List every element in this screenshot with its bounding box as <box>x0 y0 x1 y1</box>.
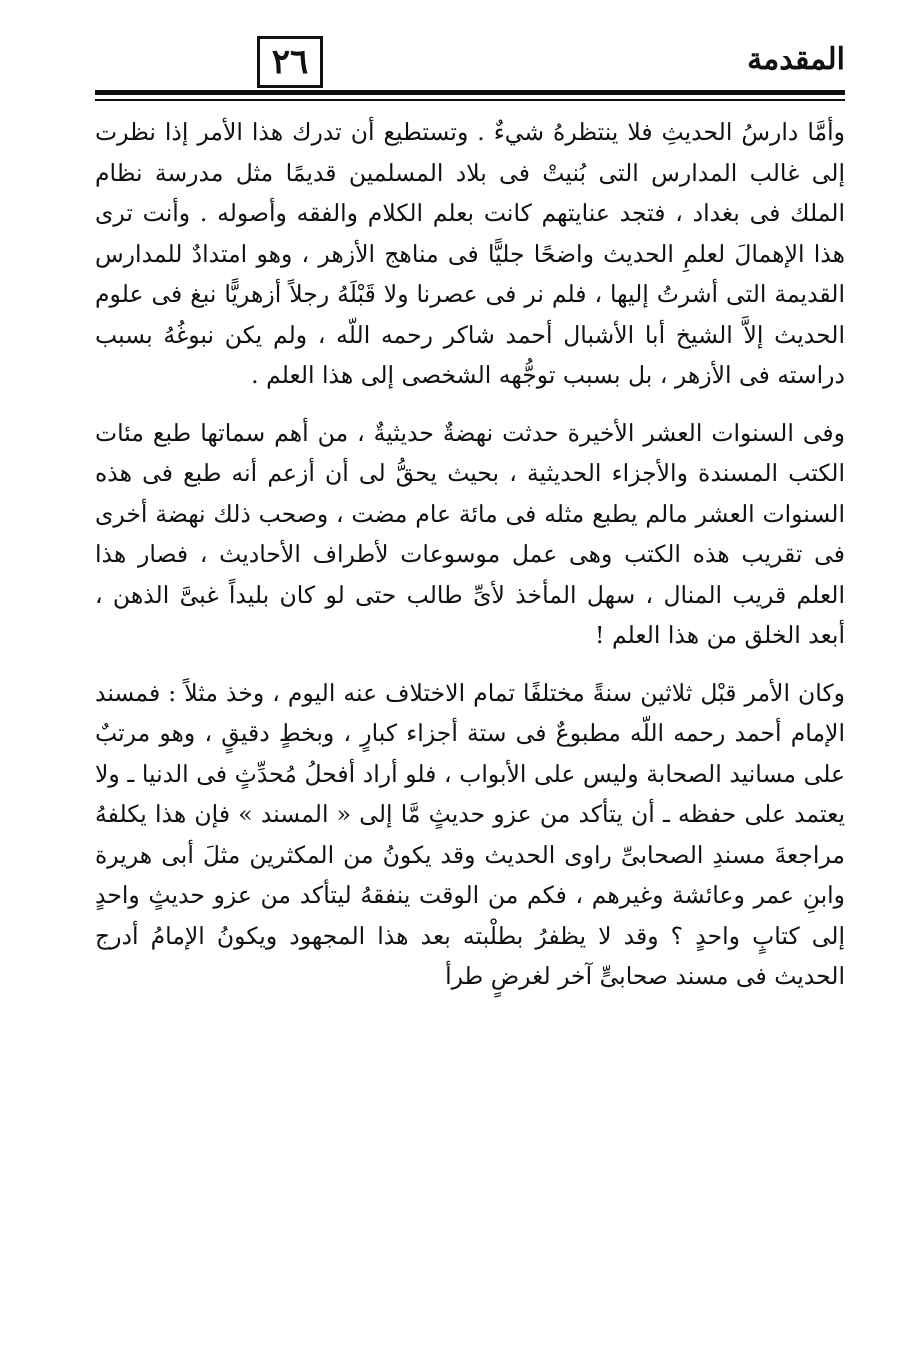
header-rule-thin <box>95 99 845 101</box>
paragraph-3: وكان الأمر قبْل ثلاثين سنةً مختلفًا تمام الاختلاف عنه اليوم ، وخذ مثلاً : فمسند الإمام أحمد رحمه اللّه مطبوعٌ فى ستة أجزاء كبارٍ ، وبخطٍ دقيقٍ ، وهو مرتبٌ على مسانيد الصحابة وليس على الأبواب ، فلو أراد أفحلُ مُحدِّثٍ فى الدنيا ـ ولا يعتمد على حفظه ـ أن يتأكد من عزو حديثٍ مَّا إلى « المسند » فإن هذا يكلفهُ مراجعةَ مسندِ الصحابىِّ راوى الحديث وقد يكونُ من المكثرين مثلَ أبى هريرة وابنِ عمر وعائشة وغيرهم ، فكم من الوقت ينفقهُ ليتأكد من عزو حديثٍ واحدٍ إلى كتابٍ واحدٍ ؟ وقد لا يظفرُ بطلْبته بعد هذا المجهود ويكونُ الإمامُ أدرج الحديث فى مسند صحابىٍّ آخر لغرضٍ طرأ <box>95 678 845 990</box>
page-header <box>95 30 845 100</box>
body-text <box>95 112 845 997</box>
header-rule-thick <box>95 90 845 95</box>
chapter-title: المقدمة <box>747 42 845 77</box>
paragraph-2: وفى السنوات العشر الأخيرة حدثت نهضةٌ حديثيةٌ ، من أهم سماتها طبع مئات الكتب المسندة والأجزاء الحديثية ، بحيث يحقُّ لى أن أزعم أنه طبع فى هذه السنوات العشر مالم يطبع مثله فى مائة عام مضت ، وصحب ذلك نهضة أخرى فى تقريب هذه الكتب وهى عمل موسوعات لأطراف الأحاديث ، فصار هذا العلم قريب المنال ، سهل المأخذ لأىِّ طالب حتى لو كان بليداً غبىَّ الذهن ، أبعد الخلق من هذا العلم ! <box>95 418 845 649</box>
page-number-box: ٢٦ <box>257 36 323 88</box>
paragraph-1: وأمَّا دارسُ الحديثِ فلا ينتظرهُ شيءٌ . وتستطيع أن تدرك هذا الأمر إذا نظرت إلى غالب المدارس التى بُنيتْ فى بلاد المسلمين قديمًا مثل مدرسة نظام الملك فى بغداد ، فتجد عنايتهم كانت بعلم الكلام والفقه وأصوله . وأنت ترى هذا الإهمالَ لعلمِ الحديث واضحًا جليًّا فى مناهج الأزهر ، وهو امتدادٌ للمدارس القديمة التى أشرتُ إليها ، فلم نر فى عصرنا ولا قَبْلَهُ رجلاً أزهريًّا نبغ فى علوم الحديث إلاَّ الشيخ أبا الأشبال أحمد شاكر رحمه اللّه ، ولم يكن نبوغُهُ بسبب دراسته فى الأزهر ، بل بسبب توجُّهه الشخصى إلى هذا العلم . <box>95 118 845 389</box>
